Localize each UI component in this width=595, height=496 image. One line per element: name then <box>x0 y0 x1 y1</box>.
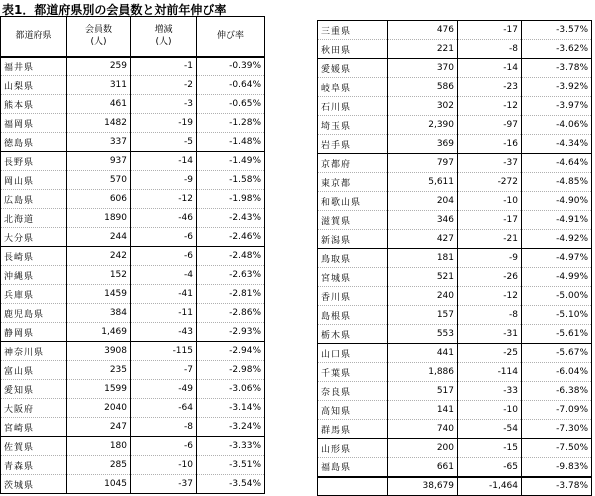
table-row <box>318 173 592 192</box>
members-cell: 157 <box>388 306 458 325</box>
table-row <box>1 418 265 437</box>
change-cell: -3 <box>131 95 197 114</box>
table-row <box>1 304 265 323</box>
growth-cell: -4.34% <box>522 135 592 154</box>
growth-cell: -6.38% <box>522 382 592 401</box>
change-cell: -14 <box>458 59 522 78</box>
table-row <box>318 59 592 78</box>
table-row <box>1 456 265 475</box>
change-cell: -9 <box>131 171 197 190</box>
members-cell: 152 <box>67 266 131 285</box>
members-cell: 302 <box>388 97 458 116</box>
change-cell: -14 <box>131 152 197 171</box>
growth-cell: -4.90% <box>522 192 592 211</box>
members-cell: 1890 <box>67 209 131 228</box>
growth-cell: -3.51% <box>197 456 265 475</box>
page-title: 表1．都道府県別の会員数と対前年伸び率 <box>2 3 227 17</box>
prefecture-cell: 静岡県 <box>1 323 67 342</box>
growth-cell: -3.97% <box>522 97 592 116</box>
growth-cell: -3.33% <box>197 437 265 456</box>
prefecture-cell: 徳島県 <box>1 133 67 152</box>
members-cell: 427 <box>388 230 458 249</box>
members-cell: 247 <box>67 418 131 437</box>
change-cell: -10 <box>458 192 522 211</box>
prefecture-cell: 栃木県 <box>318 325 388 344</box>
change-cell: -6 <box>131 247 197 266</box>
change-cell: -97 <box>458 116 522 135</box>
change-cell: -12 <box>458 287 522 306</box>
members-cell: 235 <box>67 361 131 380</box>
prefecture-cell: 佐賀県 <box>1 437 67 456</box>
growth-cell: -4.92% <box>522 230 592 249</box>
members-cell: 553 <box>388 325 458 344</box>
members-cell: 1599 <box>67 380 131 399</box>
growth-cell: -5.67% <box>522 344 592 363</box>
prefecture-cell: 神奈川県 <box>1 342 67 361</box>
growth-cell: -5.00% <box>522 287 592 306</box>
members-cell: 337 <box>67 133 131 152</box>
prefecture-cell: 山形県 <box>318 439 388 458</box>
change-cell: -16 <box>458 135 522 154</box>
members-cell: 1,469 <box>67 323 131 342</box>
change-cell: -11 <box>131 304 197 323</box>
table-row <box>1 342 265 361</box>
growth-cell: -7.50% <box>522 439 592 458</box>
change-cell: -4 <box>131 266 197 285</box>
change-cell: -8 <box>458 306 522 325</box>
growth-cell: -3.92% <box>522 78 592 97</box>
change-cell: -15 <box>458 439 522 458</box>
growth-cell: -4.85% <box>522 173 592 192</box>
members-cell: 311 <box>67 76 131 95</box>
members-cell: 3908 <box>67 342 131 361</box>
table-row <box>318 78 592 97</box>
change-cell: -9 <box>458 249 522 268</box>
table-row <box>1 171 265 190</box>
members-cell: 141 <box>388 401 458 420</box>
growth-cell: -0.39% <box>197 57 265 76</box>
table-row <box>1 285 265 304</box>
members-cell: 1482 <box>67 114 131 133</box>
growth-cell: -3.78% <box>522 59 592 78</box>
members-cell: 521 <box>388 268 458 287</box>
growth-cell: -3.54% <box>197 475 265 494</box>
table-row <box>318 363 592 382</box>
total-row <box>318 477 592 496</box>
prefecture-cell: 滋賀県 <box>318 211 388 230</box>
growth-cell: -3.24% <box>197 418 265 437</box>
total-growth-cell: -3.78% <box>522 477 592 496</box>
change-cell: -114 <box>458 363 522 382</box>
change-cell: -10 <box>458 401 522 420</box>
table-row <box>1 209 265 228</box>
prefecture-cell: 東京都 <box>318 173 388 192</box>
change-cell: -41 <box>131 285 197 304</box>
members-cell: 369 <box>388 135 458 154</box>
growth-cell: -4.99% <box>522 268 592 287</box>
table-row <box>1 190 265 209</box>
table-row <box>1 361 265 380</box>
members-cell: 370 <box>388 59 458 78</box>
members-cell: 384 <box>67 304 131 323</box>
members-cell: 441 <box>388 344 458 363</box>
change-cell: -65 <box>458 458 522 477</box>
members-cell: 285 <box>67 456 131 475</box>
prefecture-cell: 富山県 <box>1 361 67 380</box>
table-row <box>318 401 592 420</box>
members-cell: 661 <box>388 458 458 477</box>
change-cell: -115 <box>131 342 197 361</box>
header-prefecture: 都道府県 <box>1 17 67 57</box>
header-members: 会員数 (人) <box>67 17 131 57</box>
prefecture-cell: 長崎県 <box>1 247 67 266</box>
prefecture-cell: 宮崎県 <box>1 418 67 437</box>
change-cell: -46 <box>131 209 197 228</box>
prefecture-cell: 広島県 <box>1 190 67 209</box>
prefecture-cell: 青森県 <box>1 456 67 475</box>
table-row <box>1 437 265 456</box>
growth-cell: -3.06% <box>197 380 265 399</box>
prefecture-cell: 和歌山県 <box>318 192 388 211</box>
growth-cell: -5.61% <box>522 325 592 344</box>
change-cell: -6 <box>131 228 197 247</box>
change-cell: -2 <box>131 76 197 95</box>
members-cell: 570 <box>67 171 131 190</box>
members-cell: 1045 <box>67 475 131 494</box>
total-label-cell <box>318 477 388 496</box>
change-cell: -12 <box>131 190 197 209</box>
change-cell: -17 <box>458 21 522 40</box>
members-cell: 2040 <box>67 399 131 418</box>
table-row <box>1 380 265 399</box>
change-cell: -7 <box>131 361 197 380</box>
members-cell: 2,390 <box>388 116 458 135</box>
growth-cell: -2.86% <box>197 304 265 323</box>
members-cell: 200 <box>388 439 458 458</box>
change-cell: -37 <box>131 475 197 494</box>
growth-cell: -1.48% <box>197 133 265 152</box>
members-cell: 180 <box>67 437 131 456</box>
growth-cell: -6.04% <box>522 363 592 382</box>
change-cell: -33 <box>458 382 522 401</box>
prefecture-cell: 福島県 <box>318 458 388 477</box>
table-row <box>1 95 265 114</box>
prefecture-cell: 宮城県 <box>318 268 388 287</box>
change-cell: -10 <box>131 456 197 475</box>
change-cell: -37 <box>458 154 522 173</box>
prefecture-cell: 島根県 <box>318 306 388 325</box>
growth-cell: -3.62% <box>522 40 592 59</box>
growth-cell: -4.06% <box>522 116 592 135</box>
prefecture-cell: 高知県 <box>318 401 388 420</box>
right-table <box>317 20 592 496</box>
change-cell: -1 <box>131 57 197 76</box>
prefecture-cell: 山口県 <box>318 344 388 363</box>
growth-cell: -0.64% <box>197 76 265 95</box>
members-cell: 797 <box>388 154 458 173</box>
members-cell: 461 <box>67 95 131 114</box>
growth-cell: -2.98% <box>197 361 265 380</box>
members-cell: 476 <box>388 21 458 40</box>
table-row <box>318 192 592 211</box>
change-cell: -49 <box>131 380 197 399</box>
prefecture-cell: 沖縄県 <box>1 266 67 285</box>
growth-cell: -7.30% <box>522 420 592 439</box>
table-row <box>1 76 265 95</box>
members-cell: 181 <box>388 249 458 268</box>
growth-cell: -7.09% <box>522 401 592 420</box>
growth-cell: -4.97% <box>522 249 592 268</box>
prefecture-cell: 鳥取県 <box>318 249 388 268</box>
members-cell: 740 <box>388 420 458 439</box>
prefecture-cell: 石川県 <box>318 97 388 116</box>
growth-cell: -4.91% <box>522 211 592 230</box>
prefecture-cell: 茨城県 <box>1 475 67 494</box>
table-row <box>318 268 592 287</box>
members-cell: 937 <box>67 152 131 171</box>
change-cell: -19 <box>131 114 197 133</box>
members-cell: 244 <box>67 228 131 247</box>
prefecture-cell: 大分県 <box>1 228 67 247</box>
prefecture-cell: 山梨県 <box>1 76 67 95</box>
members-cell: 586 <box>388 78 458 97</box>
prefecture-cell: 愛知県 <box>1 380 67 399</box>
table-row <box>1 399 265 418</box>
table-row <box>318 21 592 40</box>
members-cell: 5,611 <box>388 173 458 192</box>
header-change: 増減 (人) <box>131 17 197 57</box>
growth-cell: -1.98% <box>197 190 265 209</box>
growth-cell: -3.57% <box>522 21 592 40</box>
growth-cell: -5.10% <box>522 306 592 325</box>
change-cell: -21 <box>458 230 522 249</box>
prefecture-cell: 岡山県 <box>1 171 67 190</box>
table-row <box>318 382 592 401</box>
table-row <box>1 133 265 152</box>
prefecture-cell: 福岡県 <box>1 114 67 133</box>
change-cell: -8 <box>458 40 522 59</box>
members-cell: 606 <box>67 190 131 209</box>
growth-cell: -4.64% <box>522 154 592 173</box>
table-row <box>1 475 265 494</box>
growth-cell: -3.14% <box>197 399 265 418</box>
table-row <box>318 211 592 230</box>
table-row <box>1 247 265 266</box>
growth-cell: -9.83% <box>522 458 592 477</box>
growth-cell: -1.28% <box>197 114 265 133</box>
change-cell: -272 <box>458 173 522 192</box>
members-cell: 221 <box>388 40 458 59</box>
members-cell: 242 <box>67 247 131 266</box>
prefecture-cell: 秋田県 <box>318 40 388 59</box>
prefecture-cell: 大阪府 <box>1 399 67 418</box>
table-row <box>318 344 592 363</box>
change-cell: -8 <box>131 418 197 437</box>
table-row <box>1 57 265 76</box>
table-row <box>318 458 592 477</box>
change-cell: -64 <box>131 399 197 418</box>
growth-cell: -2.43% <box>197 209 265 228</box>
members-cell: 204 <box>388 192 458 211</box>
growth-cell: -2.94% <box>197 342 265 361</box>
table-row <box>318 287 592 306</box>
prefecture-cell: 愛媛県 <box>318 59 388 78</box>
prefecture-cell: 新潟県 <box>318 230 388 249</box>
growth-cell: -1.58% <box>197 171 265 190</box>
prefecture-cell: 三重県 <box>318 21 388 40</box>
members-cell: 240 <box>388 287 458 306</box>
table-row <box>318 116 592 135</box>
prefecture-cell: 熊本県 <box>1 95 67 114</box>
prefecture-cell: 北海道 <box>1 209 67 228</box>
table-row <box>1 114 265 133</box>
total-change-cell: -1,464 <box>458 477 522 496</box>
growth-cell: -2.48% <box>197 247 265 266</box>
members-cell: 1,886 <box>388 363 458 382</box>
prefecture-cell: 香川県 <box>318 287 388 306</box>
change-cell: -26 <box>458 268 522 287</box>
growth-cell: -0.65% <box>197 95 265 114</box>
members-cell: 259 <box>67 57 131 76</box>
prefecture-cell: 長野県 <box>1 152 67 171</box>
members-cell: 1459 <box>67 285 131 304</box>
change-cell: -31 <box>458 325 522 344</box>
table-row <box>318 306 592 325</box>
change-cell: -12 <box>458 97 522 116</box>
table-row <box>1 152 265 171</box>
change-cell: -6 <box>131 437 197 456</box>
change-cell: -5 <box>131 133 197 152</box>
members-cell: 346 <box>388 211 458 230</box>
change-cell: -17 <box>458 211 522 230</box>
table-row <box>318 230 592 249</box>
change-cell: -43 <box>131 323 197 342</box>
table-row <box>318 40 592 59</box>
members-cell: 517 <box>388 382 458 401</box>
table-row <box>318 154 592 173</box>
change-cell: -23 <box>458 78 522 97</box>
growth-cell: -1.49% <box>197 152 265 171</box>
table-row <box>1 323 265 342</box>
prefecture-cell: 福井県 <box>1 57 67 76</box>
change-cell: -54 <box>458 420 522 439</box>
table-row <box>318 97 592 116</box>
table-row <box>318 135 592 154</box>
change-cell: -25 <box>458 344 522 363</box>
prefecture-cell: 兵庫県 <box>1 285 67 304</box>
prefecture-cell: 鹿児島県 <box>1 304 67 323</box>
left-table <box>0 16 265 494</box>
table-row <box>318 325 592 344</box>
growth-cell: -2.63% <box>197 266 265 285</box>
table-row <box>318 249 592 268</box>
prefecture-cell: 千葉県 <box>318 363 388 382</box>
table-row <box>318 420 592 439</box>
header-row <box>1 17 265 57</box>
prefecture-cell: 埼玉県 <box>318 116 388 135</box>
table-row <box>318 439 592 458</box>
table-row <box>1 266 265 285</box>
growth-cell: -2.93% <box>197 323 265 342</box>
prefecture-cell: 岐阜県 <box>318 78 388 97</box>
header-growth: 伸び率 <box>197 17 265 57</box>
total-members-cell: 38,679 <box>388 477 458 496</box>
prefecture-cell: 群馬県 <box>318 420 388 439</box>
prefecture-cell: 京都府 <box>318 154 388 173</box>
prefecture-cell: 奈良県 <box>318 382 388 401</box>
table-row <box>1 228 265 247</box>
prefecture-cell: 岩手県 <box>318 135 388 154</box>
growth-cell: -2.81% <box>197 285 265 304</box>
growth-cell: -2.46% <box>197 228 265 247</box>
